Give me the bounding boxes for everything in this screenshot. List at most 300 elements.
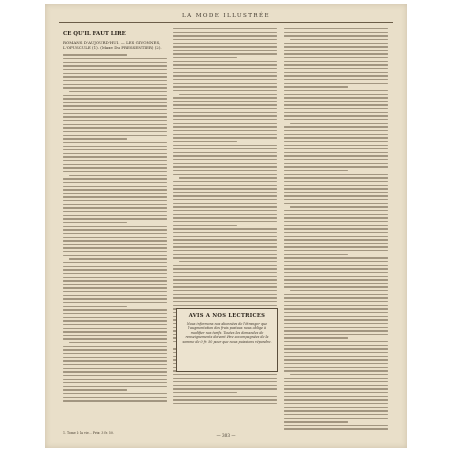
text-line bbox=[284, 414, 388, 415]
text-line bbox=[173, 83, 277, 84]
text-line bbox=[63, 116, 167, 117]
text-line bbox=[63, 73, 167, 74]
text-line bbox=[284, 43, 388, 44]
text-line bbox=[173, 228, 277, 229]
text-line bbox=[69, 91, 167, 92]
text-line bbox=[63, 98, 167, 99]
text-line bbox=[63, 138, 127, 139]
text-line bbox=[63, 295, 167, 296]
text-line bbox=[284, 367, 388, 368]
text-line bbox=[63, 215, 167, 216]
text-line bbox=[290, 39, 388, 40]
text-line bbox=[284, 352, 388, 353]
text-line bbox=[173, 199, 277, 200]
text-line bbox=[284, 276, 388, 277]
text-line bbox=[63, 233, 167, 234]
text-line bbox=[284, 126, 388, 127]
text-line bbox=[63, 113, 167, 114]
text-line bbox=[63, 65, 167, 66]
text-line bbox=[173, 90, 277, 91]
text-line bbox=[63, 127, 167, 128]
text-line bbox=[173, 374, 277, 375]
text-line bbox=[290, 123, 388, 124]
text-line bbox=[63, 291, 167, 292]
text-line bbox=[173, 159, 277, 160]
text-line bbox=[284, 385, 388, 386]
text-line bbox=[63, 193, 167, 194]
text-line bbox=[63, 76, 167, 77]
text-line bbox=[173, 145, 277, 146]
text-line bbox=[63, 196, 167, 197]
text-line bbox=[63, 164, 167, 165]
running-head: LA MODE ILLUSTRÉE bbox=[182, 13, 270, 19]
text-line bbox=[173, 257, 277, 258]
text-line bbox=[173, 185, 277, 186]
text-line bbox=[284, 319, 388, 320]
text-line bbox=[63, 146, 167, 147]
text-line bbox=[173, 64, 277, 65]
text-line bbox=[63, 338, 167, 339]
text-line bbox=[284, 396, 388, 397]
text-line bbox=[63, 229, 167, 230]
text-line bbox=[173, 57, 237, 58]
text-line bbox=[63, 349, 167, 350]
text-line bbox=[173, 148, 277, 149]
text-line bbox=[63, 87, 167, 88]
text-line bbox=[63, 80, 167, 81]
text-line bbox=[173, 72, 277, 73]
text-line bbox=[63, 131, 167, 132]
text-line bbox=[63, 313, 167, 314]
text-line bbox=[284, 137, 388, 138]
text-line bbox=[173, 137, 277, 138]
text-line bbox=[173, 210, 277, 211]
text-line bbox=[173, 232, 277, 233]
text-line bbox=[173, 217, 277, 218]
text-line bbox=[284, 90, 388, 91]
text-line bbox=[63, 266, 167, 267]
text-line bbox=[173, 246, 277, 247]
text-line bbox=[290, 290, 388, 291]
text-line bbox=[63, 207, 167, 208]
text-line bbox=[173, 134, 277, 135]
text-line bbox=[63, 178, 167, 179]
text-line bbox=[284, 94, 388, 95]
text-line bbox=[284, 243, 388, 244]
text-line bbox=[284, 28, 388, 29]
text-line bbox=[63, 386, 167, 387]
column-right-text bbox=[284, 28, 388, 432]
text-line bbox=[63, 397, 167, 398]
text-line bbox=[284, 155, 388, 156]
text-line bbox=[284, 236, 388, 237]
text-line bbox=[173, 392, 237, 393]
text-line bbox=[173, 141, 237, 142]
page-number: — 303 — bbox=[216, 433, 236, 438]
text-line bbox=[284, 192, 388, 193]
text-line bbox=[63, 171, 167, 172]
text-line bbox=[284, 72, 388, 73]
text-line bbox=[63, 317, 167, 318]
text-line bbox=[173, 214, 277, 215]
text-line bbox=[173, 301, 277, 302]
text-line bbox=[284, 327, 388, 328]
text-line bbox=[63, 400, 167, 401]
text-line bbox=[284, 341, 388, 342]
text-line bbox=[284, 388, 388, 389]
text-line bbox=[284, 159, 388, 160]
text-line bbox=[284, 294, 388, 295]
text-line bbox=[173, 294, 277, 295]
text-line bbox=[284, 188, 388, 189]
text-line bbox=[284, 170, 348, 171]
text-line bbox=[284, 381, 388, 382]
text-line bbox=[173, 399, 277, 400]
text-line bbox=[63, 105, 167, 106]
column-left bbox=[63, 28, 167, 432]
text-line bbox=[284, 257, 388, 258]
text-line bbox=[63, 357, 167, 358]
text-line bbox=[173, 43, 277, 44]
text-line bbox=[173, 297, 277, 298]
text-line bbox=[173, 130, 277, 131]
text-line bbox=[284, 330, 388, 331]
text-line bbox=[284, 35, 388, 36]
text-line bbox=[284, 112, 388, 113]
text-line bbox=[63, 109, 167, 110]
text-line bbox=[284, 108, 388, 109]
text-line bbox=[63, 218, 167, 219]
text-line bbox=[173, 86, 277, 87]
text-line bbox=[63, 244, 167, 245]
text-line bbox=[173, 403, 277, 404]
text-line bbox=[284, 166, 388, 167]
text-line bbox=[284, 403, 388, 404]
text-line bbox=[63, 324, 167, 325]
text-line bbox=[284, 265, 388, 266]
text-line bbox=[284, 217, 388, 218]
text-line bbox=[173, 112, 277, 113]
text-line bbox=[173, 155, 277, 156]
text-line bbox=[173, 115, 277, 116]
text-line bbox=[63, 69, 167, 70]
text-line bbox=[63, 393, 167, 394]
text-line bbox=[63, 167, 167, 168]
text-line bbox=[284, 297, 388, 298]
text-line bbox=[63, 302, 167, 303]
text-line bbox=[173, 28, 277, 29]
text-line bbox=[284, 286, 388, 287]
text-line bbox=[173, 283, 277, 284]
text-line bbox=[284, 268, 388, 269]
text-line bbox=[63, 353, 167, 354]
text-line bbox=[63, 189, 167, 190]
text-line bbox=[63, 211, 167, 212]
text-line bbox=[284, 210, 388, 211]
text-line bbox=[173, 243, 277, 244]
text-line bbox=[173, 97, 277, 98]
text-line bbox=[173, 126, 277, 127]
text-line bbox=[284, 246, 388, 247]
text-line bbox=[63, 251, 167, 252]
text-line bbox=[173, 174, 277, 175]
text-line bbox=[284, 86, 348, 87]
text-line bbox=[63, 186, 167, 187]
text-line bbox=[284, 152, 388, 153]
text-line bbox=[173, 108, 277, 109]
text-line bbox=[173, 236, 277, 237]
text-line bbox=[284, 46, 388, 47]
text-line bbox=[284, 359, 388, 360]
text-line bbox=[284, 407, 388, 408]
text-line bbox=[63, 255, 167, 256]
magazine-page bbox=[45, 4, 407, 448]
text-line bbox=[173, 192, 277, 193]
text-line bbox=[173, 225, 237, 226]
text-line bbox=[173, 75, 277, 76]
text-line bbox=[63, 371, 167, 372]
text-line bbox=[284, 195, 388, 196]
text-line bbox=[63, 222, 127, 223]
footnote: 1. Tome I: la vie... Prix: 3 fr. 50. bbox=[63, 431, 114, 435]
text-line bbox=[284, 337, 348, 338]
text-line bbox=[63, 240, 167, 241]
text-line bbox=[284, 392, 388, 393]
header-rule bbox=[59, 22, 393, 23]
text-line bbox=[173, 104, 277, 105]
text-line bbox=[173, 272, 277, 273]
text-line bbox=[284, 250, 388, 251]
text-line bbox=[69, 342, 167, 343]
text-line bbox=[284, 308, 388, 309]
text-line bbox=[173, 385, 277, 386]
text-line bbox=[284, 214, 388, 215]
text-line bbox=[284, 141, 388, 142]
text-line bbox=[173, 61, 277, 62]
text-line bbox=[290, 374, 388, 375]
text-line bbox=[284, 130, 388, 131]
text-line bbox=[173, 221, 277, 222]
text-line bbox=[63, 306, 127, 307]
text-line bbox=[173, 279, 277, 280]
text-line bbox=[173, 378, 277, 379]
text-line bbox=[63, 328, 167, 329]
text-line bbox=[284, 334, 388, 335]
text-line bbox=[63, 379, 167, 380]
text-line bbox=[63, 226, 167, 227]
text-line bbox=[284, 425, 388, 426]
text-line bbox=[173, 181, 277, 182]
text-line bbox=[63, 382, 167, 383]
text-line bbox=[284, 283, 388, 284]
notice-body: Nous informons nos abonnées de l'étranger que l'augmentation des frais postaux nous oblige à modifier nos tarifs. Toutes les demandes de renseignements doivent être accompagnées de la somme de 0 fr. 50 pour que nous puissions répondre. bbox=[182, 322, 272, 344]
text-line bbox=[63, 204, 167, 205]
text-line bbox=[63, 153, 167, 154]
text-line bbox=[284, 399, 388, 400]
text-line bbox=[63, 142, 167, 143]
text-line bbox=[284, 83, 388, 84]
text-line bbox=[284, 272, 388, 273]
text-line bbox=[284, 418, 388, 419]
text-line bbox=[173, 195, 277, 196]
column-right bbox=[284, 28, 388, 432]
text-line bbox=[173, 152, 277, 153]
text-line bbox=[173, 388, 277, 389]
text-line bbox=[284, 181, 388, 182]
text-line bbox=[63, 284, 167, 285]
text-line bbox=[63, 58, 167, 59]
text-line bbox=[63, 262, 167, 263]
text-line bbox=[284, 101, 388, 102]
text-line bbox=[173, 305, 277, 306]
column-left-text bbox=[63, 54, 167, 401]
text-line bbox=[63, 120, 167, 121]
text-line bbox=[284, 97, 388, 98]
text-line bbox=[284, 312, 388, 313]
text-line bbox=[63, 95, 167, 96]
text-line bbox=[284, 57, 388, 58]
text-line bbox=[284, 363, 388, 364]
text-line bbox=[284, 163, 388, 164]
text-line bbox=[284, 145, 388, 146]
text-line bbox=[173, 39, 277, 40]
text-line bbox=[63, 280, 167, 281]
text-line bbox=[173, 119, 277, 120]
text-line bbox=[284, 356, 388, 357]
text-line bbox=[63, 287, 167, 288]
text-line bbox=[63, 360, 167, 361]
text-line bbox=[284, 115, 388, 116]
text-line bbox=[63, 237, 167, 238]
article-subtitle: ROMANS D'AUJOURD'HUI. — LES GIVONNES, L'OPUSCULE (1). (Maxe Du PRESSENTIER) (2). bbox=[63, 40, 162, 51]
notice-title: AVIS A NOS LECTRICES bbox=[188, 313, 266, 319]
text-line bbox=[173, 276, 277, 277]
text-line bbox=[63, 200, 167, 201]
text-line bbox=[284, 134, 388, 135]
text-line bbox=[63, 84, 167, 85]
text-line bbox=[284, 410, 388, 411]
text-line bbox=[63, 149, 167, 150]
text-line bbox=[284, 104, 388, 105]
text-line bbox=[173, 101, 277, 102]
text-line bbox=[284, 228, 388, 229]
text-line bbox=[173, 396, 277, 397]
text-line bbox=[63, 62, 167, 63]
text-line bbox=[173, 166, 277, 167]
text-line bbox=[284, 199, 388, 200]
text-line bbox=[284, 316, 388, 317]
text-line bbox=[284, 68, 388, 69]
text-line bbox=[173, 239, 277, 240]
text-line bbox=[69, 258, 167, 259]
text-line bbox=[284, 75, 388, 76]
text-line bbox=[284, 32, 388, 33]
text-line bbox=[173, 206, 277, 207]
text-line bbox=[284, 174, 388, 175]
article-title: CE QU'IL FAUT LIRE bbox=[63, 31, 126, 37]
text-line bbox=[284, 239, 388, 240]
text-line bbox=[284, 378, 388, 379]
text-line bbox=[173, 254, 277, 255]
text-line bbox=[63, 335, 167, 336]
text-line bbox=[284, 185, 388, 186]
text-line bbox=[179, 261, 277, 262]
text-line bbox=[63, 375, 167, 376]
text-line bbox=[284, 225, 388, 226]
text-line bbox=[284, 119, 388, 120]
text-line bbox=[63, 269, 167, 270]
text-line bbox=[63, 102, 167, 103]
text-line bbox=[284, 148, 388, 149]
text-line bbox=[173, 35, 277, 36]
text-line bbox=[173, 265, 277, 266]
text-line bbox=[63, 320, 167, 321]
text-line bbox=[284, 323, 388, 324]
notice-box bbox=[176, 308, 278, 372]
text-line bbox=[63, 389, 127, 390]
text-line bbox=[63, 309, 167, 310]
text-line bbox=[173, 381, 277, 382]
text-line bbox=[179, 177, 277, 178]
text-line bbox=[284, 348, 388, 349]
text-line bbox=[284, 279, 388, 280]
text-line bbox=[284, 345, 388, 346]
text-line bbox=[63, 364, 167, 365]
text-line bbox=[173, 170, 277, 171]
text-line bbox=[284, 301, 388, 302]
text-line bbox=[63, 247, 167, 248]
text-line bbox=[63, 277, 167, 278]
text-line bbox=[63, 54, 127, 55]
text-line bbox=[284, 261, 388, 262]
text-line bbox=[284, 428, 388, 429]
text-line bbox=[173, 250, 277, 251]
text-line bbox=[63, 135, 167, 136]
text-line bbox=[284, 61, 388, 62]
text-line bbox=[284, 370, 388, 371]
text-line bbox=[63, 182, 167, 183]
text-line bbox=[173, 286, 277, 287]
text-line bbox=[284, 177, 388, 178]
text-line bbox=[173, 290, 277, 291]
text-line bbox=[284, 79, 388, 80]
text-line bbox=[173, 268, 277, 269]
text-line bbox=[284, 254, 348, 255]
text-line bbox=[173, 68, 277, 69]
text-line bbox=[284, 64, 388, 65]
text-line bbox=[173, 163, 277, 164]
text-line bbox=[284, 203, 388, 204]
text-line bbox=[63, 346, 167, 347]
text-line bbox=[179, 94, 277, 95]
text-line bbox=[63, 160, 167, 161]
text-line bbox=[173, 203, 277, 204]
text-line bbox=[173, 32, 277, 33]
text-line bbox=[63, 331, 167, 332]
text-line bbox=[284, 53, 388, 54]
text-line bbox=[173, 123, 277, 124]
text-line bbox=[63, 273, 167, 274]
text-line bbox=[63, 298, 167, 299]
text-line bbox=[173, 188, 277, 189]
text-line bbox=[63, 156, 167, 157]
text-line bbox=[173, 50, 277, 51]
text-line bbox=[284, 50, 388, 51]
text-line bbox=[63, 368, 167, 369]
text-line bbox=[284, 305, 388, 306]
text-line bbox=[173, 46, 277, 47]
text-line bbox=[173, 53, 277, 54]
